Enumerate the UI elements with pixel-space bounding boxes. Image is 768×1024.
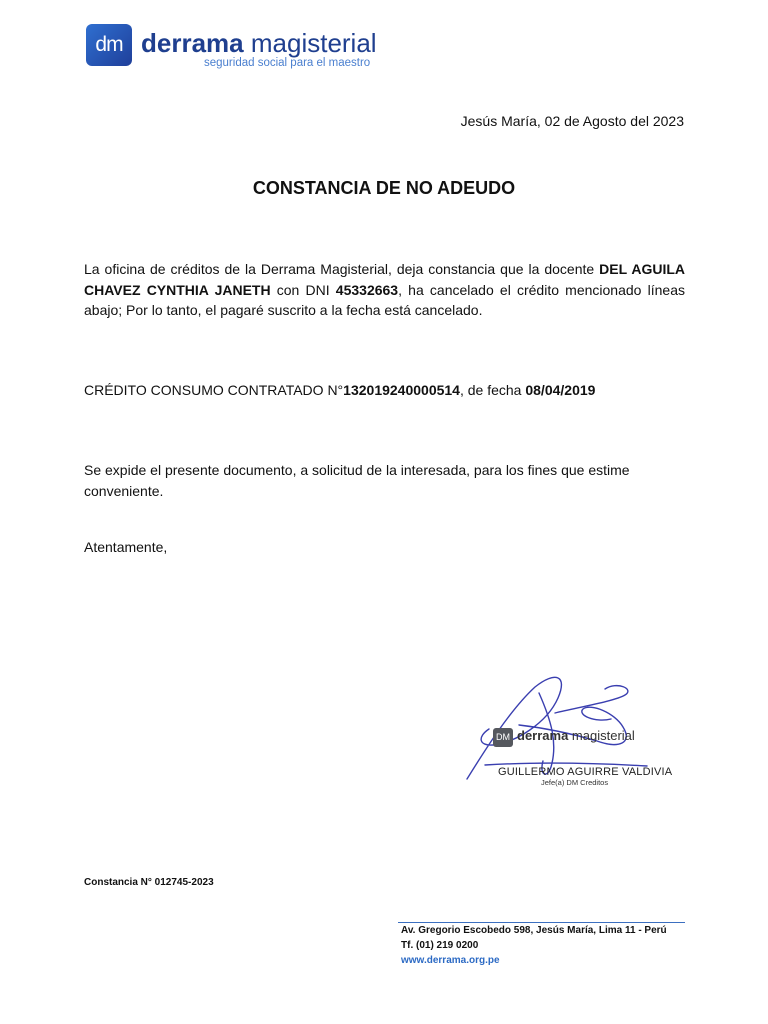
footer-phone: Tf. (01) 219 0200 [401,940,479,951]
statement-text-2: con DNI [270,281,336,298]
stamp-brand-light: magisterial [568,728,635,743]
logo-brand-light: magisterial [250,28,377,58]
credit-number: 132019240000514 [343,382,460,398]
logo-text [141,28,377,58]
credit-label: CRÉDITO CONSUMO CONTRATADO N° [84,382,344,398]
footer-website[interactable]: www.derrama.org.pe [401,955,500,966]
footer-address: Av. Gregorio Escobedo 598, Jesús María, Lima 11 - Perú [401,925,667,936]
teacher-name: DEL AGUILA CHAVEZ CYNTHIA JANETH [84,261,685,298]
signature-stamp-mark: DM [493,728,513,747]
signer-role: Jefe(a) DM Creditos [541,778,609,787]
document-date: Jesús María, 02 de Agosto del 2023 [460,113,684,129]
closing-text: Atentamente, [84,539,168,555]
logo-mark: dm [86,24,132,66]
statement-text-1: La oficina de créditos de la Derrama Magisterial, deja constancia que la docente [84,261,600,277]
credit-date-label: , de fecha [459,382,526,398]
logo-tagline: seguridad social para el maestro [204,57,371,69]
constancia-number: Constancia N° 012745-2023 [84,877,214,888]
document-title: CONSTANCIA DE NO ADEUDO [252,178,516,198]
dni-number: 45332663 [335,281,399,298]
signer-name: GUILLERMO AGUIRRE VALDIVIA [498,766,673,778]
statement-text-3: , ha cancelado el crédito mencionado líneas abajo; Por lo tanto, el pagaré suscrito a la fecha está cancelado. [84,281,685,318]
footer-divider [398,922,685,923]
credit-date: 08/04/2019 [525,382,596,398]
logo-brand-bold: derrama [141,28,244,58]
stamp-brand-bold: derrama [517,728,569,743]
paragraph-statement [84,259,685,321]
paragraph-issuance: Se expide el presente documento, a solicitud de la interesada, para los fines que estime conveniente. [84,462,630,499]
paragraph-credit [84,380,685,401]
signature-stamp-brand [517,728,635,743]
